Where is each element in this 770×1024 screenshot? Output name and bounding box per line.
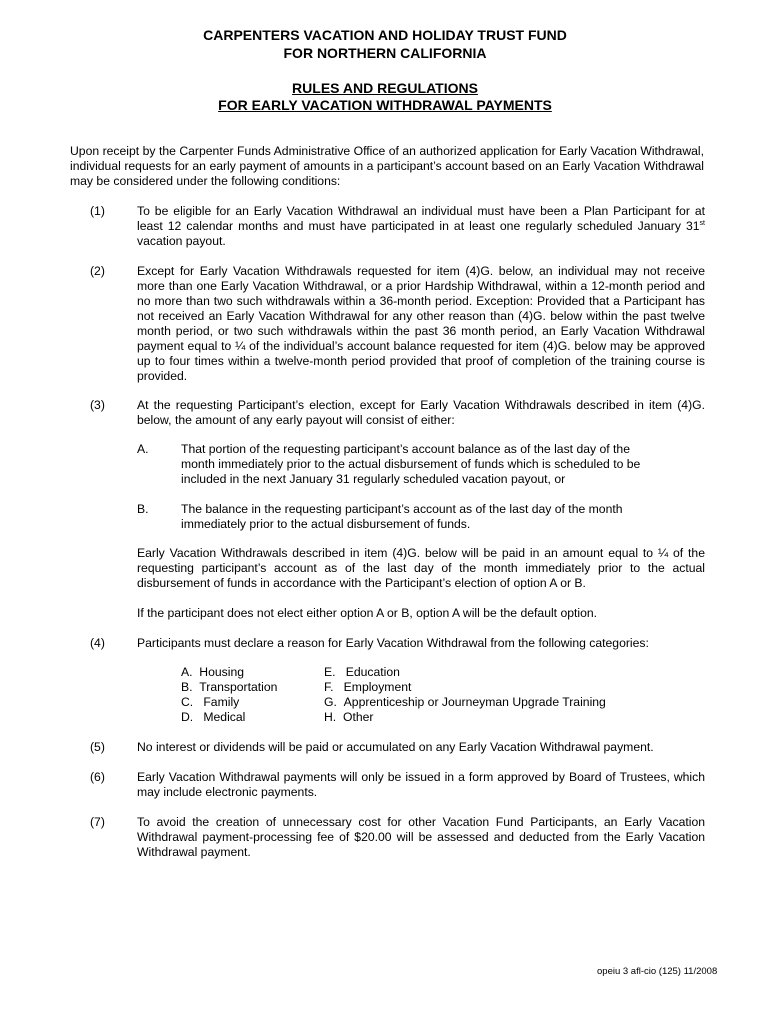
item-3-note-quarter-payment: Early Vacation Withdrawals described in item (4)G. below will be paid in an amount equal to ¼ of the requesting participant’s account as of the last day of the month immediately prior to the actual disbursement of funds in accordance with the Participant’s election of option A or B.	[137, 546, 705, 590]
category-d	[181, 710, 245, 725]
category-a	[181, 665, 244, 680]
category-letter: F.	[324, 680, 334, 694]
category-b	[181, 680, 277, 695]
item-6-text: Early Vacation Withdrawal payments will only be issued in a form approved by Board of Trustees, which may include electronic payments.	[137, 770, 705, 799]
category-label: Apprenticeship or Journeyman Upgrade Training	[343, 695, 606, 709]
item-1-text-b: vacation payout.	[137, 234, 226, 248]
rules-title-line1: RULES AND REGULATIONS	[292, 80, 478, 96]
option-b-letter: B.	[137, 502, 149, 516]
category-label: Transportation	[199, 680, 278, 694]
category-letter: H.	[324, 710, 337, 724]
category-letter: A.	[181, 665, 193, 679]
category-h	[324, 710, 373, 725]
category-label: Family	[203, 695, 240, 709]
category-g	[324, 695, 606, 710]
category-f	[324, 680, 411, 695]
item-1-superscript: st	[699, 219, 705, 227]
category-letter: G.	[324, 695, 337, 709]
item-4-number: (4)	[90, 636, 105, 650]
option-a-text: That portion of the requesting participant’s account balance as of the last day of the month immediately prior to the actual disbursement of funds which is scheduled to be included in the next January 31 regularly scheduled vacation payout, or	[181, 442, 641, 486]
category-label: Medical	[203, 710, 246, 724]
item-5-text: No interest or dividends will be paid or accumulated on any Early Vacation Withdrawal payment.	[137, 740, 654, 754]
item-1-number: (1)	[90, 204, 105, 218]
item-1-text	[137, 204, 705, 249]
category-c	[181, 695, 239, 710]
item-7-number: (7)	[90, 815, 105, 829]
item-6-number: (6)	[90, 770, 105, 784]
option-a-letter: A.	[137, 442, 149, 456]
item-3-number: (3)	[90, 398, 105, 412]
category-label: Employment	[343, 680, 412, 694]
fund-title-line2: FOR NORTHERN CALIFORNIA	[283, 45, 487, 61]
item-4-text: Participants must declare a reason for Early Vacation Withdrawal from the following categories:	[137, 636, 649, 650]
intro-paragraph: Upon receipt by the Carpenter Funds Administrative Office of an authorized application for Early Vacation Withdrawal, individual requests for an early payment of amounts in a participant’s account based on an Early Vacation Withdrawal may be considered under the following conditions:	[70, 144, 704, 188]
category-label: Education	[345, 665, 400, 679]
item-5-number: (5)	[90, 740, 105, 754]
fund-title-line1: CARPENTERS VACATION AND HOLIDAY TRUST FUND	[203, 27, 567, 43]
item-1-text-a: To be eligible for an Early Vacation Withdrawal an individual must have been a Plan Participant for at least 12 calendar months and must have participated in at least one regularly scheduled January 31	[137, 204, 705, 233]
category-e	[324, 665, 400, 680]
category-letter: B.	[181, 680, 193, 694]
item-7-text: To avoid the creation of unnecessary cost for other Vacation Fund Participants, an Early Vacation Withdrawal payment-processing fee of $20.00 will be assessed and deducted from the Early Vacation Withdrawal payment.	[137, 815, 705, 859]
item-3-text: At the requesting Participant’s election, except for Early Vacation Withdrawals described in item (4)G. below, the amount of any early payout will consist of either:	[137, 398, 705, 427]
rules-title-line2: FOR EARLY VACATION WITHDRAWAL PAYMENTS	[218, 97, 552, 113]
form-code-footer: opeiu 3 afl-cio (125) 11/2008	[597, 966, 718, 977]
item-3-note-default-option: If the participant does not elect either option A or B, option A will be the default option.	[137, 606, 598, 620]
item-2-text: Except for Early Vacation Withdrawals requested for item (4)G. below, an individual may not receive more than one Early Vacation Withdrawal, or a prior Hardship Withdrawal, within a 12-month period and no more than two such withdrawals within a 36-month period. Exception: Provided that a Participant has not received an Early Vacation Withdrawal for any other reason than (4)G. below within the past twelve month period, or two such withdrawals within the past 36 month period, an Early Vacation Withdrawal payment equal to ¼ of the individual’s account balance requested for item (4)G. below may be approved up to four times within a twelve-month period provided that proof of completion of the training course is provided.	[137, 264, 705, 383]
category-label: Housing	[199, 665, 245, 679]
category-letter: E.	[324, 665, 336, 679]
category-letter: D.	[181, 710, 194, 724]
category-letter: C.	[181, 695, 194, 709]
category-label: Other	[342, 710, 374, 724]
option-b-text: The balance in the requesting participant’s account as of the last day of the month immediately prior to the actual disbursement of funds.	[181, 502, 623, 531]
item-2-number: (2)	[90, 264, 105, 278]
